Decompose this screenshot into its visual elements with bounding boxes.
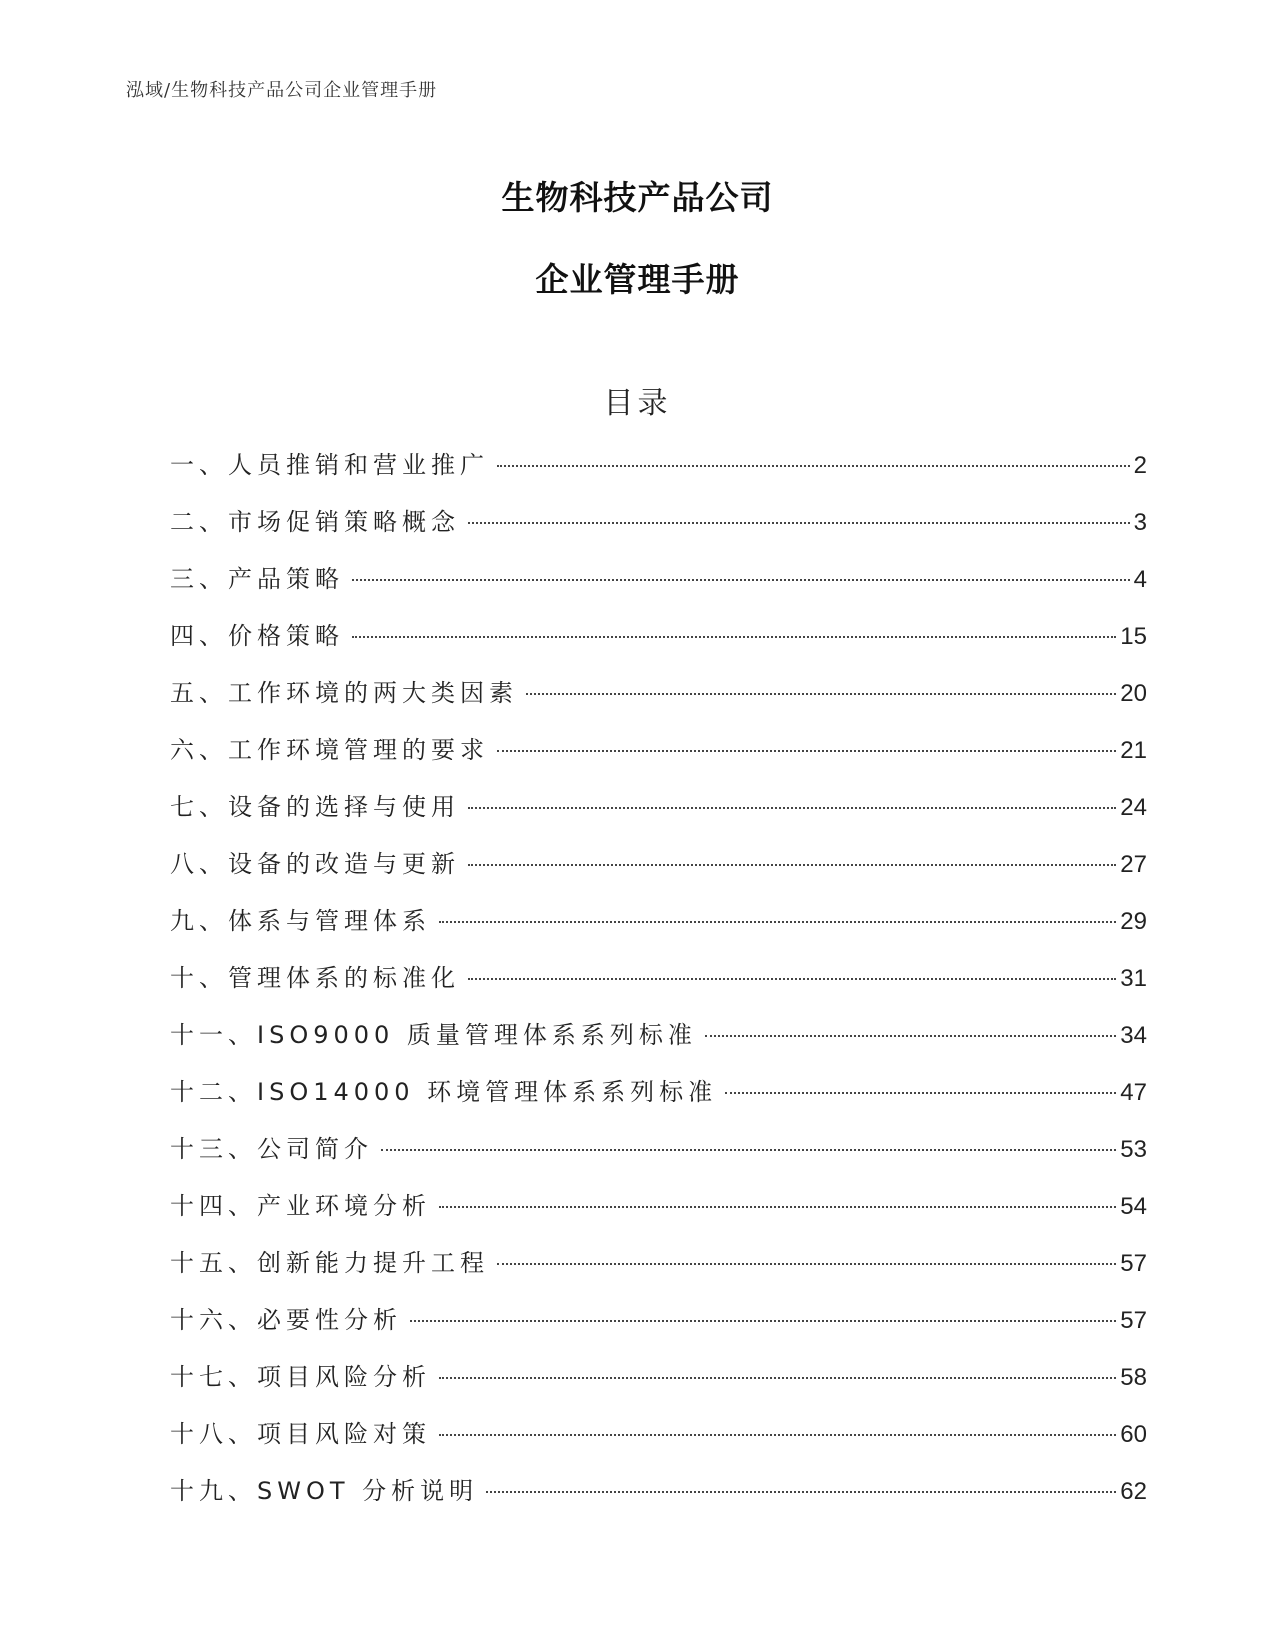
toc-entry-page: 57: [1120, 1250, 1147, 1277]
running-header: 泓域/生物科技产品公司企业管理手册: [126, 80, 438, 101]
toc-entry-number: 十四、: [170, 1192, 257, 1220]
toc-entry-title: 体系与管理体系: [228, 907, 431, 935]
toc-entry-page: 57: [1120, 1307, 1147, 1334]
toc-leader-dots: [468, 864, 1116, 866]
toc-entry-page: 60: [1120, 1421, 1147, 1448]
toc-leader-dots: [381, 1149, 1116, 1151]
toc-entry-number: 七、: [170, 793, 228, 821]
toc-leader-dots: [410, 1320, 1116, 1322]
toc-entry[interactable]: [170, 1186, 1147, 1243]
toc-entry-title: 设备的选择与使用: [228, 793, 460, 821]
toc-entry-page: 58: [1120, 1364, 1147, 1391]
toc-entry-title: 价格策略: [228, 622, 344, 650]
toc-entry-number: 三、: [170, 565, 228, 593]
toc-leader-dots: [352, 636, 1116, 638]
toc-entry[interactable]: [170, 730, 1147, 787]
toc-entry-title: 项目风险分析: [257, 1363, 431, 1391]
toc-entry[interactable]: [170, 1357, 1147, 1414]
document-title-line-1: 生物科技产品公司: [501, 178, 774, 217]
toc-entry[interactable]: [170, 1471, 1147, 1528]
toc-entry[interactable]: [170, 1072, 1147, 1129]
toc-leader-dots: [705, 1035, 1116, 1037]
toc-entry-title: SWOT 分析说明: [257, 1477, 479, 1505]
toc-entry-title: 公司简介: [257, 1135, 373, 1163]
toc-entry[interactable]: [170, 901, 1147, 958]
toc-entry[interactable]: [170, 616, 1147, 673]
toc-entry-page: 53: [1120, 1136, 1147, 1163]
toc-entry[interactable]: [170, 844, 1147, 901]
toc-leader-dots: [497, 750, 1116, 752]
toc-entry-title: 人员推销和营业推广: [228, 451, 489, 479]
toc-entry-page: 15: [1120, 623, 1147, 650]
toc-leader-dots: [468, 807, 1116, 809]
toc-entry-number: 九、: [170, 907, 228, 935]
toc-entry-number: 十九、: [170, 1477, 257, 1505]
toc-entry-page: 2: [1133, 452, 1147, 479]
toc-entry-number: 十、: [170, 964, 228, 992]
toc-entry-number: 六、: [170, 736, 228, 764]
toc-entry-page: 54: [1120, 1193, 1147, 1220]
toc-entry[interactable]: [170, 1015, 1147, 1072]
toc-entry[interactable]: [170, 1129, 1147, 1186]
toc-entry-page: 62: [1120, 1478, 1147, 1505]
toc-entry-number: 二、: [170, 508, 228, 536]
toc-entry-number: 四、: [170, 622, 228, 650]
toc-entry-page: 21: [1120, 737, 1147, 764]
toc-entry[interactable]: [170, 559, 1147, 616]
toc-leader-dots: [486, 1491, 1116, 1493]
toc-entry-number: 十五、: [170, 1249, 257, 1277]
toc-entry[interactable]: [170, 673, 1147, 730]
toc-entry-title: 产业环境分析: [257, 1192, 431, 1220]
toc-leader-dots: [497, 1263, 1116, 1265]
toc-entry[interactable]: [170, 502, 1147, 559]
toc-leader-dots: [497, 465, 1130, 467]
toc-entry-number: 一、: [170, 451, 228, 479]
toc-leader-dots: [468, 978, 1116, 980]
toc-leader-dots: [725, 1092, 1116, 1094]
toc-heading: 目录: [603, 386, 672, 421]
toc-leader-dots: [439, 1206, 1116, 1208]
toc-entry[interactable]: [170, 787, 1147, 844]
table-of-contents: [170, 445, 1147, 1528]
toc-entry[interactable]: [170, 1414, 1147, 1471]
toc-entry-title: 工作环境管理的要求: [228, 736, 489, 764]
toc-entry-title: 产品策略: [228, 565, 344, 593]
toc-entry-page: 24: [1120, 794, 1147, 821]
toc-entry-title: 必要性分析: [257, 1306, 402, 1334]
toc-leader-dots: [439, 921, 1116, 923]
document-title-line-2: 企业管理手册: [535, 260, 740, 299]
toc-entry-number: 十八、: [170, 1420, 257, 1448]
toc-leader-dots: [439, 1377, 1116, 1379]
toc-entry-page: 29: [1120, 908, 1147, 935]
toc-leader-dots: [439, 1434, 1116, 1436]
toc-entry-page: 34: [1120, 1022, 1147, 1049]
toc-entry-page: 31: [1120, 965, 1147, 992]
toc-entry-title: 创新能力提升工程: [257, 1249, 489, 1277]
toc-entry[interactable]: [170, 1243, 1147, 1300]
toc-entry-page: 3: [1133, 509, 1147, 536]
toc-entry-title: ISO9000 质量管理体系系列标准: [257, 1021, 697, 1049]
toc-entry-page: 47: [1120, 1079, 1147, 1106]
toc-leader-dots: [468, 522, 1130, 524]
toc-entry-title: 市场促销策略概念: [228, 508, 460, 536]
toc-leader-dots: [352, 579, 1130, 581]
toc-entry[interactable]: [170, 958, 1147, 1015]
toc-entry-number: 十一、: [170, 1021, 257, 1049]
toc-entry-number: 十三、: [170, 1135, 257, 1163]
toc-entry-page: 27: [1120, 851, 1147, 878]
toc-entry-number: 十七、: [170, 1363, 257, 1391]
toc-entry-title: 工作环境的两大类因素: [228, 679, 518, 707]
toc-entry-title: 管理体系的标准化: [228, 964, 460, 992]
toc-entry-title: 设备的改造与更新: [228, 850, 460, 878]
toc-entry-title: ISO14000 环境管理体系系列标准: [257, 1078, 718, 1106]
toc-entry-page: 4: [1133, 566, 1147, 593]
toc-entry-number: 八、: [170, 850, 228, 878]
toc-entry[interactable]: [170, 445, 1147, 502]
toc-entry-title: 项目风险对策: [257, 1420, 431, 1448]
toc-entry-number: 十六、: [170, 1306, 257, 1334]
toc-entry-number: 五、: [170, 679, 228, 707]
toc-entry[interactable]: [170, 1300, 1147, 1357]
toc-leader-dots: [526, 693, 1116, 695]
toc-entry-page: 20: [1120, 680, 1147, 707]
toc-entry-number: 十二、: [170, 1078, 257, 1106]
